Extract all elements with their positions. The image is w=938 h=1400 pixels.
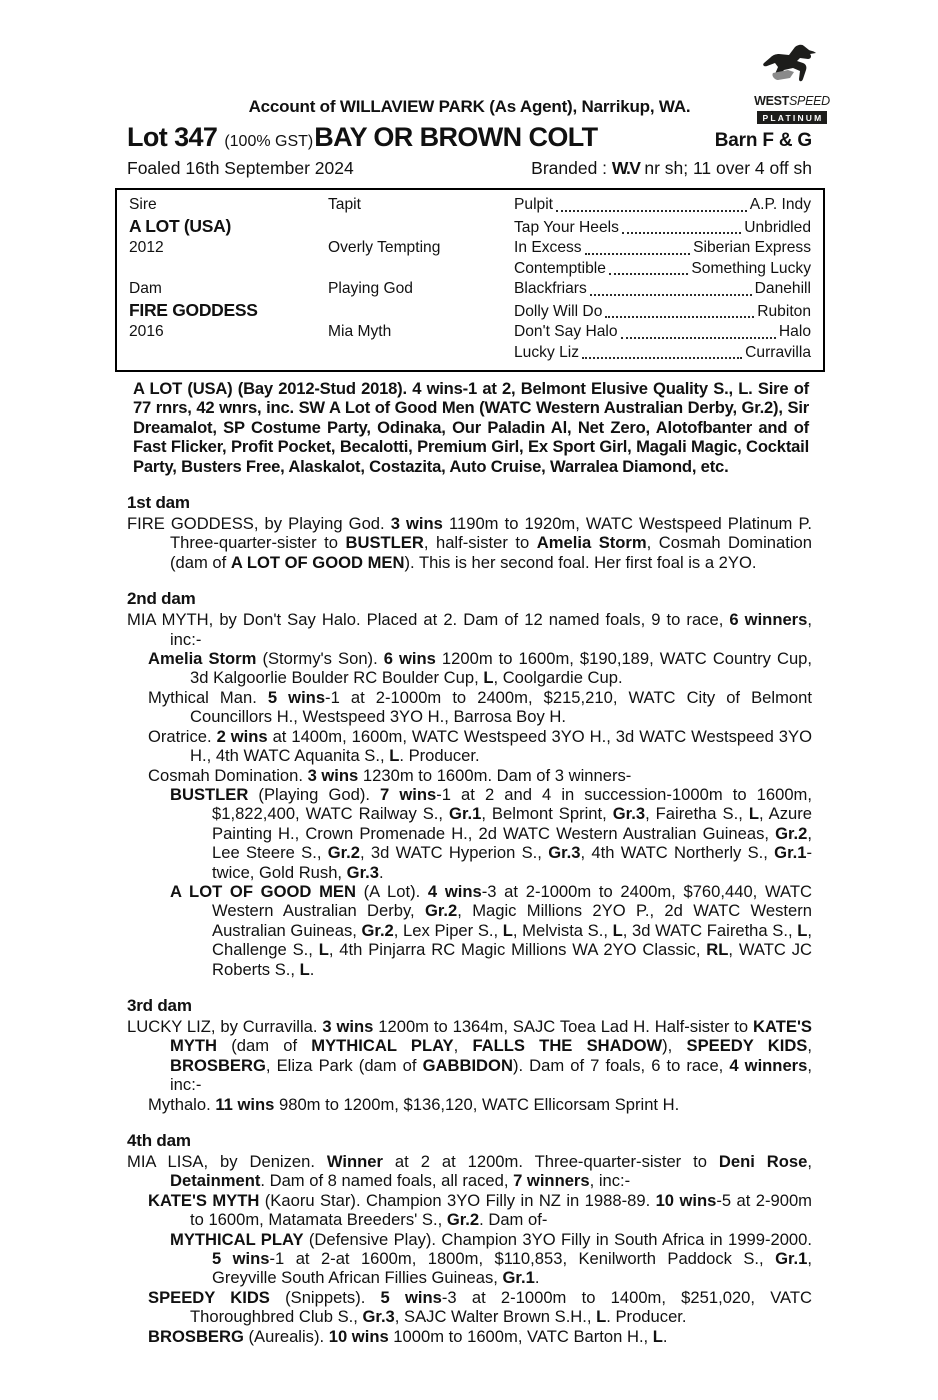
pedigree-paragraph [127,514,812,572]
ancestor-name: Tap Your Heels [514,218,619,236]
body-text: , [453,1036,473,1056]
body-text: , 4th WATC Northerly S., [580,843,775,863]
emphasis-text: 5 wins [380,1287,442,1307]
body-text: . [378,862,384,882]
body-text: , Eliza Park (dam of [265,1055,423,1075]
pedigree-label: Dam [129,280,162,297]
ancestor-name: Blackfriars [514,280,587,297]
pedigree-paragraph [127,610,812,649]
dotted-leader [585,253,691,255]
emphasis-text: MYTHICAL PLAY [311,1036,454,1056]
ancestor-sire-name: Unbridled [744,218,811,236]
body-text: , Challenge S., [212,920,812,960]
body-text: (Aurealis). [243,1326,329,1346]
emphasis-text: BUSTLER [345,533,424,553]
body-text: . Dam of- [479,1210,548,1230]
pedigree-paragraph [127,1191,812,1230]
pedigree-grandparent: Playing God [328,280,413,297]
body-text: 980m to 1200m, $136,120, WATC Ellicorsam Sprint H. [274,1094,680,1114]
body-text: -3 at 2-1000m to 2400m, $760,440, WATC Western Australian Derby, [212,881,812,921]
pedigree-grandparent: Tapit [328,196,361,213]
emphasis-text: Gr.3 [346,862,379,882]
emphasis-text: BROSBERG [148,1326,244,1346]
pedigree-grandparent: Mia Myth [328,323,392,340]
body-text: MIA MYTH, by Don't Say Halo. Placed at 2. Dam of 12 named foals, 9 to race, [127,610,730,630]
body-text: , Azure Painting H., Crown Promenade H., 2d WATC Western Australian Guineas, [212,804,813,843]
body-text: , Lee Steere S., [212,823,812,863]
pedigree-row [129,279,811,300]
emphasis-text: Deni Rose [718,1152,808,1171]
body-text: , 4th Pinjarra RC Magic Millions WA 2YO Classic, [328,940,707,960]
ancestor-sire-name: Halo [778,323,811,340]
gst-note: (100% GST) [224,133,314,150]
body-text: , half-sister to [423,533,537,553]
emphasis-text: L [299,959,310,979]
body-text: at 1400m, 1600m, WATC Westspeed 3YO H., 3d WATC Westspeed 3YO H., 4th WATC Aquanita S., [190,726,812,766]
body-text: Cosmah Domination. [148,765,308,785]
pedigree-paragraph [127,1095,812,1114]
emphasis-text: 10 wins [655,1190,717,1210]
ancestor-sire-name: Something Lucky [691,259,811,277]
dotted-leader [556,210,747,212]
body-text: ). This is her second foal. Her first foal is a 2YO. [404,552,757,572]
ancestor-name: Dolly Will Do [514,302,603,320]
pedigree-paragraph [127,882,812,979]
lot-number: Lot 347 [127,122,218,152]
emphasis-text: Winner [326,1152,383,1171]
emphasis-text: BROSBERG [170,1055,266,1075]
emphasis-text: A LOT OF GOOD MEN [170,881,356,901]
platinum-badge: PLATINUM [757,111,828,124]
pedigree-paragraph [127,727,812,766]
emphasis-text: 2 wins [216,726,268,746]
body-text: , Magic Millions 2YO P., 2d WATC Western Australian Guineas, [212,901,813,940]
emphasis-text: Detainment [170,1171,261,1191]
body-text: . [662,1326,668,1346]
body-text: (Defensive Play). Champion 3YO Filly in South Africa in 1999-2000. [303,1229,812,1249]
emphasis-text: 3 wins [390,514,443,534]
emphasis-text: RL [706,940,729,960]
pedigree-label: 2012 [129,239,164,256]
horse-description-title: BAY OR BROWN COLT [314,122,598,152]
brand-mark: W.V [611,158,640,178]
emphasis-text: L [596,1307,607,1327]
pedigree-row [129,300,811,323]
emphasis-text: 6 winners [729,610,808,630]
emphasis-text: Gr.2 [424,901,458,921]
body-text: . Producer. [606,1307,687,1327]
account-line: Account of WILLAVIEW PARK (As Agent), Narrikup, WA. [248,97,691,116]
foaled-branded-row [127,158,812,179]
emphasis-text: Gr.3 [612,804,646,824]
emphasis-text: L [612,920,623,940]
emphasis-text: 10 wins [328,1326,389,1346]
westspeed-wordmark: WESTSPEED [754,94,830,108]
emphasis-text: Gr.2 [327,843,361,863]
body-text: , SAJC Walter Brown S.H., [394,1307,597,1327]
pedigree-row [129,259,811,280]
emphasis-text: L [502,920,513,940]
emphasis-text: L [318,940,329,960]
body-text: ), [662,1036,687,1056]
body-text: -3 at 2-1000m to 1400m, $251,020, VATC Thoroughbred Club S., [190,1287,813,1327]
emphasis-text: 5 wins [212,1249,270,1269]
emphasis-text: 5 wins [267,687,326,707]
body-text: (Stormy's Son). [256,649,384,669]
emphasis-text: 3 wins [307,765,359,785]
pedigree-paragraph [127,1288,812,1327]
body-text: -5 at 2-900m to 1600m, Matamata Breeders' S., [190,1190,812,1230]
emphasis-text: Amelia Storm [536,533,647,553]
dotted-leader [582,357,742,359]
emphasis-text: SPEEDY KIDS [148,1287,270,1307]
body-text: , inc:- [170,1055,812,1095]
emphasis-text: GABBIDON [422,1055,513,1075]
emphasis-text: L [797,920,808,940]
emphasis-text: L [748,804,759,824]
body-text: (Playing God). [248,784,381,804]
pedigree-ancestor-pair [514,259,811,280]
body-text: . Dam of 8 named foals, all raced, [260,1171,514,1191]
pedigree-paragraph [127,1017,812,1095]
body-text: (Kaoru Star). Champion 3YO Filly in NZ in 1988-89. [259,1190,656,1210]
pedigree-ancestor-pair [514,238,811,259]
emphasis-text: 6 wins [383,649,436,669]
dotted-leader [605,316,754,318]
pedigree-ancestor-pair [514,195,811,216]
emphasis-text: Gr.3 [548,843,581,863]
sire-summary: A LOT (USA) (Bay 2012-Stud 2018). 4 wins-1 at 2, Belmont Elusive Quality S., L. Sire of 77 rnrs, 42 wnrs, inc. SW A Lot of Good Men (WATC Western Australian Derby, Gr.2), Sir Dreamalot, SP Costume Party, Odinaka, Our Paladin Al, Net Zero, Alotofbanter and of Fast Flicker, Profit Pocket, Becalotti, Premium Girl, Ex Sport Girl, Magali Magic, Cocktail Party, Busters Free, Alaskalot, Costazita, Auto Cruise, Warralea Diamond, etc. [133,379,809,476]
body-text: LUCKY LIZ, by Curravilla. [127,1016,323,1036]
dam-section-heading: 1st dam [127,493,190,513]
pedigree-row [129,322,811,343]
body-text: Mythalo. [148,1094,216,1114]
emphasis-text: KATE'S MYTH [170,1016,812,1056]
body-text: , WATC JC Roberts S., [212,940,812,979]
emphasis-text: L [389,746,400,766]
emphasis-text: Gr.1 [775,1249,808,1269]
dotted-leader [609,273,688,275]
emphasis-text: FALLS THE SHADOW [472,1036,663,1056]
emphasis-text: Gr.2 [446,1210,480,1230]
dam-section-heading: 2nd dam [127,589,196,609]
ancestor-name: Don't Say Halo [514,323,618,340]
emphasis-text: MYTHICAL PLAY [170,1229,304,1249]
pedigree-table [115,188,825,372]
body-text: , Belmont Sprint, [481,804,613,824]
emphasis-text: Gr.3 [362,1307,395,1327]
pedigree-paragraph [127,649,812,688]
ancestor-sire-name: Curravilla [745,343,811,361]
ancestor-sire-name: Siberian Express [693,239,811,256]
pedigree-paragraph [127,1327,812,1346]
body-text: , 3d WATC Hyperion S., [360,843,549,863]
emphasis-text: Amelia Storm [148,649,257,669]
pedigree-horse-name: A LOT (USA) [129,215,232,236]
ancestor-name: Pulpit [514,196,554,213]
body-text: (Snippets). [269,1287,381,1307]
body-text: , inc:- [170,610,812,649]
branded-info: Branded : W.V nr sh; 11 over 4 off sh [531,158,812,178]
pedigree-ancestor-pair [514,343,811,364]
pedigree-paragraph [127,1230,812,1288]
body-text: 1230m to 1600m. Dam of 3 winners- [358,765,632,785]
body-text: ). Dam of 7 foals, 6 to race, [512,1055,730,1075]
pedigree-row [129,195,811,216]
body-text: , Fairetha S., [645,804,749,824]
pedigree-ancestor-pair [514,322,811,343]
pedigree-paragraph [127,785,812,882]
dam-sections [127,493,812,1346]
body-text: -twice, Gold Rush, [212,843,812,882]
pedigree-row [129,238,811,259]
body-text: , Coolgardie Cup. [493,668,623,688]
body-text: 1190m to 1920m, WATC Westspeed Platinum P. Three-quarter-sister to [170,514,812,553]
body-text: 1200m to 1364m, SAJC Toea Lad H. Half-sister to [373,1016,754,1036]
lot-title-row [127,122,812,153]
body-text: , Cosmah Domination (dam of [170,533,812,572]
body-text: . [309,959,315,979]
body-text: . [534,1268,540,1288]
body-text: Oratrice. [148,726,217,746]
body-text: MIA LISA, by Denizen. [127,1152,327,1171]
body-text: , 3d WATC Fairetha S., [622,920,798,940]
emphasis-text: Gr.2 [361,920,394,940]
foaled-date: Foaled 16th September 2024 [127,158,354,178]
body-text: , Lex Piper S., [393,920,503,940]
ancestor-sire-name: Danehill [754,280,811,297]
body-text: 1200m to 1600m, $190,189, WATC Country Cup, 3d Kalgoorlie Boulder RC Boulder Cup, [190,649,813,688]
emphasis-text: 4 wins [427,881,482,901]
body-text: , inc:- [589,1171,631,1191]
body-text: , Greyville South African Fillies Guineas, [212,1249,812,1288]
ancestor-name: In Excess [514,239,582,256]
emphasis-text: Gr.1 [502,1268,535,1288]
pedigree-row [129,343,811,364]
dotted-leader [621,337,776,339]
ancestor-name: Lucky Liz [514,343,580,361]
pedigree-horse-name: FIRE GODDESS [129,299,258,320]
emphasis-text: SPEEDY KIDS [686,1036,808,1056]
dotted-leader [590,294,752,296]
body-text: -1 at 2 and 4 in succession-1000m to 1600m, $1,822,400, WATC Railway S., [212,784,812,824]
pedigree-ancestor-pair [514,279,811,300]
body-text: (dam of [217,1036,312,1056]
body-text: Mythical Man. [148,687,268,707]
pedigree-grandparent: Overly Tempting [328,239,441,256]
pedigree-paragraph [127,1152,812,1191]
emphasis-text: L [652,1326,663,1346]
body-text: , Melvista S., [512,920,613,940]
ancestor-sire-name: A.P. Indy [749,196,811,213]
page-content [127,0,812,1346]
pedigree-label: Sire [129,196,157,213]
pedigree-row [129,216,811,239]
emphasis-text: BUSTLER [170,784,249,804]
pedigree-ancestor-pair [514,218,811,239]
body-text: (A Lot). [355,881,428,901]
body-text: 1000m to 1600m, VATC Barton H., [388,1326,653,1346]
emphasis-text: Gr.1 [774,843,807,863]
body-text: , [807,1152,812,1171]
emphasis-text: 3 wins [322,1016,374,1036]
body-text: at 2 at 1200m. Three-quarter-sister to [383,1152,719,1171]
body-text: -1 at 2-at 1600m, 1800m, $110,853, Kenilworth Paddock S., [269,1249,776,1269]
body-text: -1 at 2-1000m to 2400m, $215,210, WATC City of Belmont Councillors H., Westspeed 3YO H., Barrosa Boy H. [190,687,812,727]
dotted-leader [622,232,741,234]
emphasis-text: A LOT OF GOOD MEN [230,552,405,572]
emphasis-text: 11 wins [215,1094,275,1114]
pedigree-label: 2016 [129,323,164,340]
emphasis-text: L [483,668,494,688]
ancestor-name: Contemptible [514,259,606,277]
emphasis-text: KATE'S MYTH [148,1190,260,1210]
body-text: FIRE GODDESS, by Playing God. [127,514,391,534]
dam-section-heading: 4th dam [127,1131,191,1150]
barn-label: Barn F & G [714,130,812,151]
emphasis-text: 7 wins [380,784,437,804]
dam-section-heading: 3rd dam [127,995,192,1015]
emphasis-text: Gr.1 [449,804,482,824]
pedigree-paragraph [127,688,812,727]
ancestor-sire-name: Rubiton [757,302,811,320]
emphasis-text: 7 winners [513,1171,590,1191]
emphasis-text: 4 winners [729,1055,808,1075]
emphasis-text: Gr.2 [775,823,808,843]
pedigree-paragraph [127,766,812,785]
pedigree-ancestor-pair [514,302,811,323]
body-text: . Producer. [399,746,480,766]
body-text: , [807,1036,812,1056]
